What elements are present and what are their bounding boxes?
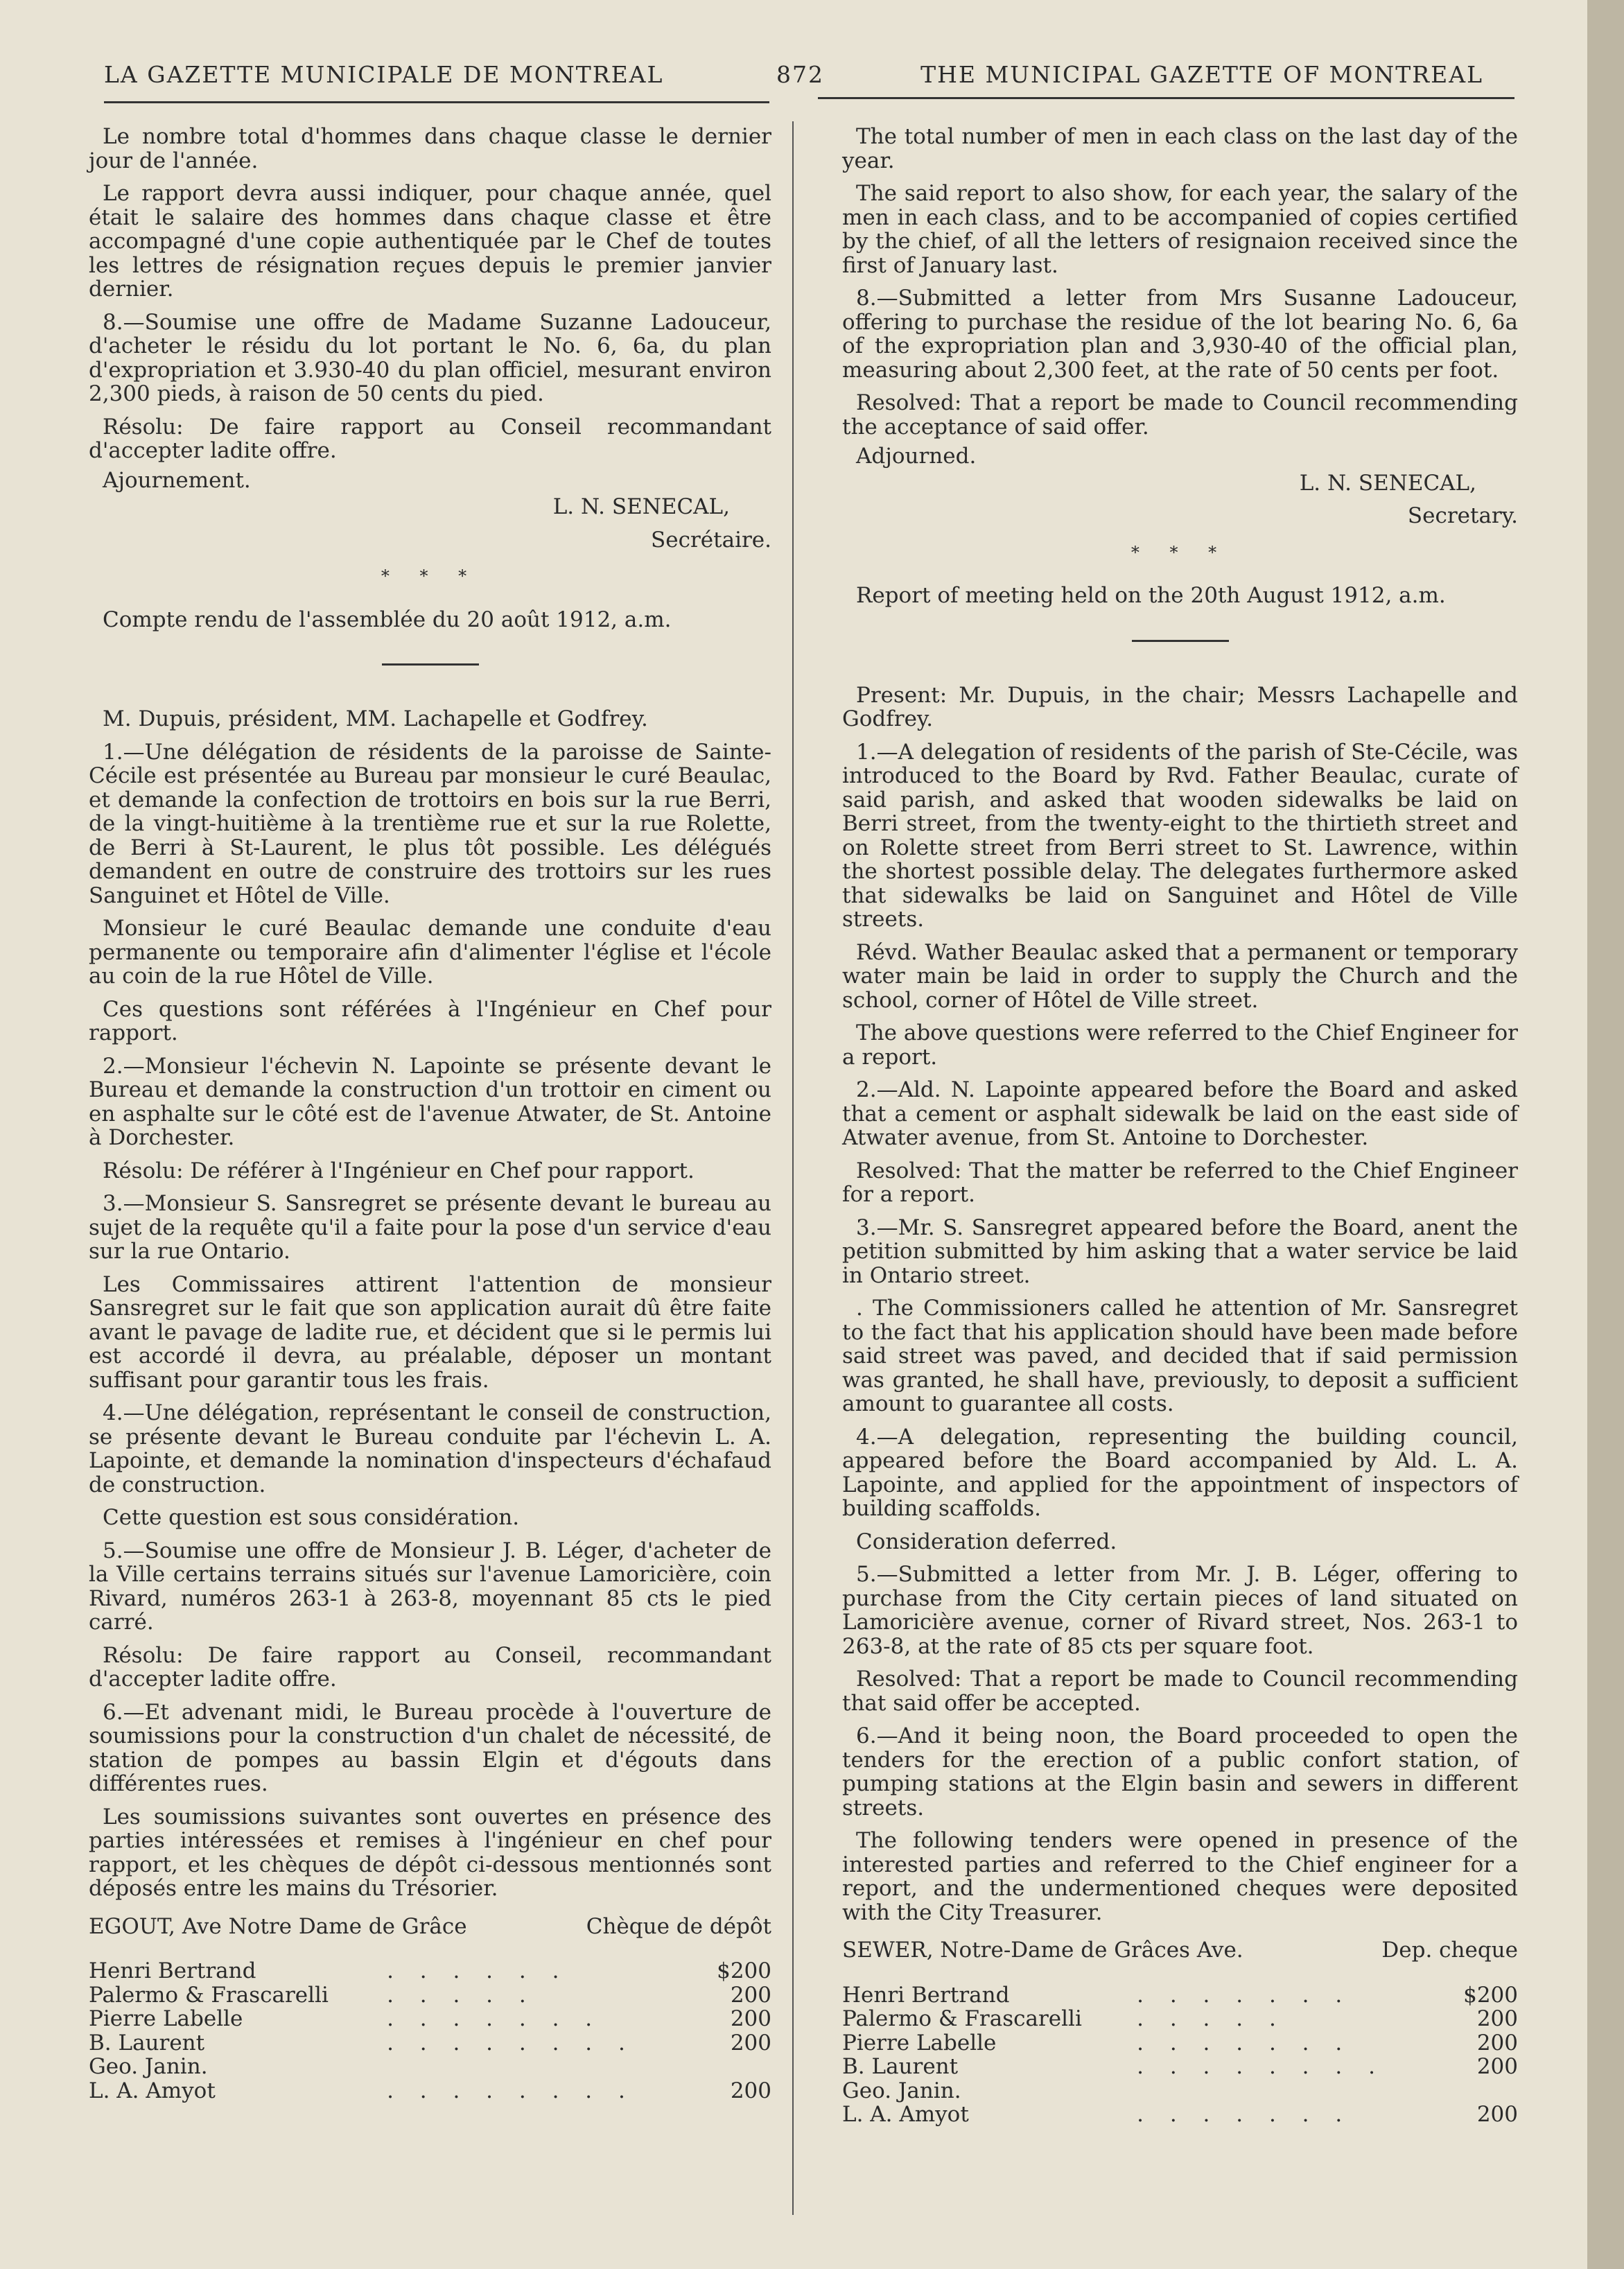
paragraph: 4.—A delegation, representing the building council, appeared before the Board accompanied by Ald. L. A. Lapointe, and applied for the appointment of inspectors of building scaffolds.	[842, 1424, 1518, 1521]
deposit-amount: $200	[1463, 1982, 1518, 2008]
paragraph: 3.—Monsieur S. Sansregret se présente devant le bureau au sujet de la requête qu'il a faite pour la pose d'un service d'eau sur la rue Ontario.	[89, 1191, 771, 1264]
paragraph: The above questions were referred to the Chief Engineer for a report.	[842, 1020, 1518, 1070]
leader-dots: . . . . . . .	[387, 2006, 602, 2031]
page-edge	[1587, 0, 1624, 2269]
leader-dots: . . . . . . .	[1137, 1982, 1352, 2008]
table-heading-left: SEWER, Notre-Dame de Grâces Ave.	[842, 1938, 1243, 1963]
section-rule	[1132, 640, 1229, 642]
paragraph: 4.—Une délégation, représentant le conseil de construction, se présente devant le Bureau conduite par l'échevin L. A. Lapointe, et demande la nomination d'inspecteurs d'échafaud de construction.	[89, 1400, 771, 1497]
paragraph: Le rapport devra aussi indiquer, pour chaque année, quel était le salaire des hommes dans chaque classe et être accompagné d'une copie authentiquée par le Chef de toutes les lettres de résignation reçues depuis le premier janvier dernier.	[89, 181, 771, 302]
paragraph: 5.—Soumise une offre de Monsieur J. B. Léger, d'acheter de la Ville certains terrains situés sur l'avenue Lamoricière, coin Rivard, numéros 263-1 à 263-8, moyennant 85 cts le pied carré.	[89, 1538, 771, 1635]
tenderer-name: Pierre Labelle	[89, 2006, 243, 2031]
table-row	[842, 2031, 1518, 2055]
deposit-amount: 200	[1476, 2006, 1518, 2031]
paragraph: Present: Mr. Dupuis, in the chair; Messrs Lachapelle and Godfrey.	[842, 682, 1518, 731]
table-heading	[89, 1915, 771, 1939]
header-rule-right	[818, 97, 1514, 99]
section-rule	[382, 663, 479, 666]
table-row	[89, 2055, 771, 2079]
english-column	[842, 125, 1518, 2127]
paragraph: 1.—A delegation of residents of the parish of Ste-Cécile, was introduced to the Board by Rvd. Father Beaulac, curate of said parish, and asked that wooden sidewalks be laid on Berri street, from the twenty-eight to the thirtieth street and on Rolette street from Berri street to St. Lawrence, within the shortest possible delay. The delegates furthermore asked that sidewalks be laid on Sanguinet and Hôtel de Ville streets.	[842, 739, 1518, 932]
header-rule-left	[104, 101, 769, 103]
paragraph: Ces questions sont référées à l'Ingénieur en Chef pour rapport.	[89, 996, 771, 1045]
signature-title: Secrétaire.	[651, 527, 771, 553]
paragraph: 1.—Une délégation de résidents de la paroisse de Sainte-Cécile est présentée au Bureau par monsieur le curé Beaulac, et demande la confection de trottoirs en bois sur la rue Berri, de la vingt-huitième à la trentième rue et sur la rue Rolette, de Berri à St-Laurent, le plus tôt possible. Les délégués demandent en outre de construire des trottoirs sur les rues Sanguinet et Hôtel de Ville.	[89, 739, 771, 908]
paragraph: 2.—Ald. N. Lapointe appeared before the Board and asked that a cement or asphalt sidewalk be laid on the east side of Atwater avenue, from St. Antoine to Dorchester.	[842, 1077, 1518, 1150]
table-heading-left: EGOUT, Ave Notre Dame de Grâce	[89, 1913, 467, 1939]
paragraph: The following tenders were opened in presence of the interested parties and referred to the Chief engineer for a report, and the undermentioned cheques were deposited with the City Treasurer.	[842, 1828, 1518, 1925]
deposit-amount: 200	[1476, 2054, 1518, 2079]
paragraph: Resolved: That a report be made to Council recommending that said offer be accepted.	[842, 1667, 1518, 1716]
english-running-title: THE MUNICIPAL GAZETTE OF MONTREAL	[920, 61, 1483, 88]
report-title: Compte rendu de l'assemblée du 20 août 1912, a.m.	[103, 607, 672, 632]
table-heading-right: Chèque de dépôt	[586, 1913, 771, 1939]
page-number: 872	[776, 61, 824, 88]
leader-dots: . . . . . . . .	[1137, 2054, 1385, 2079]
column-separator	[792, 121, 794, 2215]
table-heading-right: Dep. cheque	[1381, 1938, 1518, 1963]
paragraph: 5.—Submitted a letter from Mr. J. B. Léger, offering to purchase from the City certain pieces of land situated on Lamoricière avenue, corner of Rivard street, Nos. 263-1 to 263-8, at the rate of 85 cts per square foot.	[842, 1562, 1518, 1659]
table-heading	[842, 1938, 1518, 1963]
deposit-amount: 200	[730, 2078, 771, 2103]
paragraph: Les Commissaires attirent l'attention de monsieur Sansregret sur le fait que son application aurait dû être faite avant le pavage de ladite rue, et décident que si le permis lui est accordé il devra, au préalable, déposer un montant suffisant pour garantir tous les frais.	[89, 1271, 771, 1393]
report-title: Report of meeting held on the 20th August 1912, a.m.	[856, 583, 1446, 608]
paragraph: Résolu: De faire rapport au Conseil recommandant d'accepter ladite offre.	[89, 414, 771, 463]
tenderer-name: Henri Bertrand	[89, 1958, 256, 1983]
paragraph: Ajournement.	[103, 467, 251, 493]
leader-dots: . . . . .	[1137, 2006, 1286, 2031]
paragraph: The said report to also show, for each year, the salary of the men in each class, and to be accompanied of copies certified by the chief, of all the letters of resignaion received since the first of January last.	[842, 181, 1518, 278]
paragraph: Monsieur le curé Beaulac demande une conduite d'eau permanente ou temporaire afin d'alimenter l'église et l'école au coin de la rue Hôtel de Ville.	[89, 916, 771, 989]
tenderer-name: B. Laurent	[842, 2054, 959, 2079]
paragraph: Les soumissions suivantes sont ouvertes en présence des parties intéressées et remises à l'ingénieur en chef pour rapport, et les chèques de dépôt ci-dessous mentionnés sont déposés entre les mains du Trésorier.	[89, 1804, 771, 1901]
table-row	[89, 2007, 771, 2031]
signature-name: L. N. SENECAL,	[552, 494, 730, 519]
paragraph: Resolved: That the matter be referred to the Chief Engineer for a report.	[842, 1158, 1518, 1207]
paragraph: Résolu: De référer à l'Ingénieur en Chef pour rapport.	[103, 1158, 695, 1183]
deposit-amount: $200	[717, 1958, 771, 1983]
paragraph: Le nombre total d'hommes dans chaque classe le dernier jour de l'année.	[89, 124, 771, 173]
table-row	[842, 2079, 1518, 2103]
paragraph: 2.—Monsieur l'échevin N. Lapointe se présente devant le Bureau et demande la construction d'un trottoir en ciment ou en asphalte sur le côté est de l'avenue Atwater, de St. Antoine à Dorchester.	[89, 1053, 771, 1150]
french-running-title: LA GAZETTE MUNICIPALE DE MONTREAL	[104, 61, 664, 88]
paragraph: Résolu: De faire rapport au Conseil, recommandant d'accepter ladite offre.	[89, 1642, 771, 1692]
table-row	[89, 2031, 771, 2055]
page-header	[104, 61, 1483, 96]
leader-dots: . . . . . . .	[1137, 2030, 1352, 2055]
paragraph: 6.—Et advenant midi, le Bureau procède à l'ouverture de soumissions pour la construction d'un chalet de nécessité, de station de pompes au bassin Elgin et d'égouts dans différentes rues.	[89, 1699, 771, 1796]
signature-title: Secretary.	[1407, 503, 1518, 528]
tenderer-name: Palermo & Frascarelli	[842, 2006, 1082, 2031]
paragraph: Resolved: That a report be made to Council recommending the acceptance of said offer.	[842, 390, 1518, 440]
deposit-table	[89, 1959, 771, 2103]
paragraph: . The Commissioners called he attention of Mr. Sansregret to the fact that his application should have been made before said street was paved, and decided that if said permission was granted, he shall have, previously, to deposit a sufficient amount to guarantee all costs.	[842, 1296, 1518, 1416]
paragraph: Consideration deferred.	[856, 1529, 1117, 1554]
paragraph: Adjourned.	[856, 444, 977, 469]
table-row	[89, 1959, 771, 1983]
deposit-amount	[1442, 2079, 1518, 2103]
table-row	[842, 2103, 1518, 2127]
section-stars: * * *	[381, 566, 480, 586]
paragraph: Révd. Wather Beaulac asked that a permanent or temporary water main be laid in order to supply the Church and the school, corner of Hôtel de Ville street.	[842, 939, 1518, 1013]
section-stars: * * *	[1130, 542, 1230, 562]
table-row	[842, 1983, 1518, 2008]
leader-dots: . . . . .	[387, 1982, 536, 2008]
leader-dots: . . . . . . . .	[387, 2078, 635, 2103]
table-row	[842, 2055, 1518, 2079]
table-row	[842, 2007, 1518, 2031]
deposit-table	[842, 1983, 1518, 2127]
leader-dots: . . . . . . .	[1137, 2102, 1352, 2127]
signature-name: L. N. SENECAL,	[1299, 470, 1476, 496]
tenderer-name: Henri Bertrand	[842, 1982, 1010, 2008]
paragraph: M. Dupuis, président, MM. Lachapelle et Godfrey.	[103, 706, 648, 731]
paragraph: 8.—Soumise une offre de Madame Suzanne Ladouceur, d'acheter le résidu du lot portant le No. 6, 6a, du plan d'expropriation et 3.930-40 du plan officiel, mesurant environ 2,300 pieds, à raison de 50 cents du pied.	[89, 309, 771, 406]
deposit-amount: 200	[730, 2006, 771, 2031]
tenderer-name: L. A. Amyot	[842, 2102, 969, 2127]
tenderer-name: B. Laurent	[89, 2030, 205, 2055]
paragraph: Cette question est sous considération.	[103, 1505, 520, 1530]
paragraph: 3.—Mr. S. Sansregret appeared before the Board, anent the petition submitted by him asking that a water service be laid in Ontario street.	[842, 1215, 1518, 1288]
leader-dots	[387, 2055, 695, 2079]
tenderer-name: L. A. Amyot	[89, 2078, 216, 2103]
deposit-amount	[695, 2055, 771, 2079]
leader-dots: . . . . . .	[387, 1958, 569, 1983]
paragraph: The total number of men in each class on the last day of the year.	[842, 124, 1518, 173]
table-row	[89, 2079, 771, 2103]
tenderer-name: Geo. Janin.	[89, 2054, 208, 2079]
tenderer-name: Pierre Labelle	[842, 2030, 997, 2055]
deposit-amount: 200	[1476, 2102, 1518, 2127]
paragraph: 8.—Submitted a letter from Mrs Susanne Ladouceur, offering to purchase the residue of the lot bearing No. 6, 6a of the expropriation plan and 3,930-40 of the official plan, measuring about 2,300 feet, at the rate of 50 cents per foot.	[842, 286, 1518, 383]
deposit-amount: 200	[730, 1982, 771, 2008]
tenderer-name: Geo. Janin.	[842, 2078, 961, 2103]
deposit-amount: 200	[730, 2030, 771, 2055]
paragraph: 6.—And it being noon, the Board proceeded to open the tenders for the erection of a public confort station, of pumping stations at the Elgin basin and sewers in different streets.	[842, 1723, 1518, 1820]
deposit-amount: 200	[1476, 2030, 1518, 2055]
table-row	[89, 1983, 771, 2008]
leader-dots	[1137, 2079, 1442, 2103]
leader-dots: . . . . . . . .	[387, 2030, 635, 2055]
french-column	[89, 125, 771, 2103]
tenderer-name: Palermo & Frascarelli	[89, 1982, 329, 2008]
